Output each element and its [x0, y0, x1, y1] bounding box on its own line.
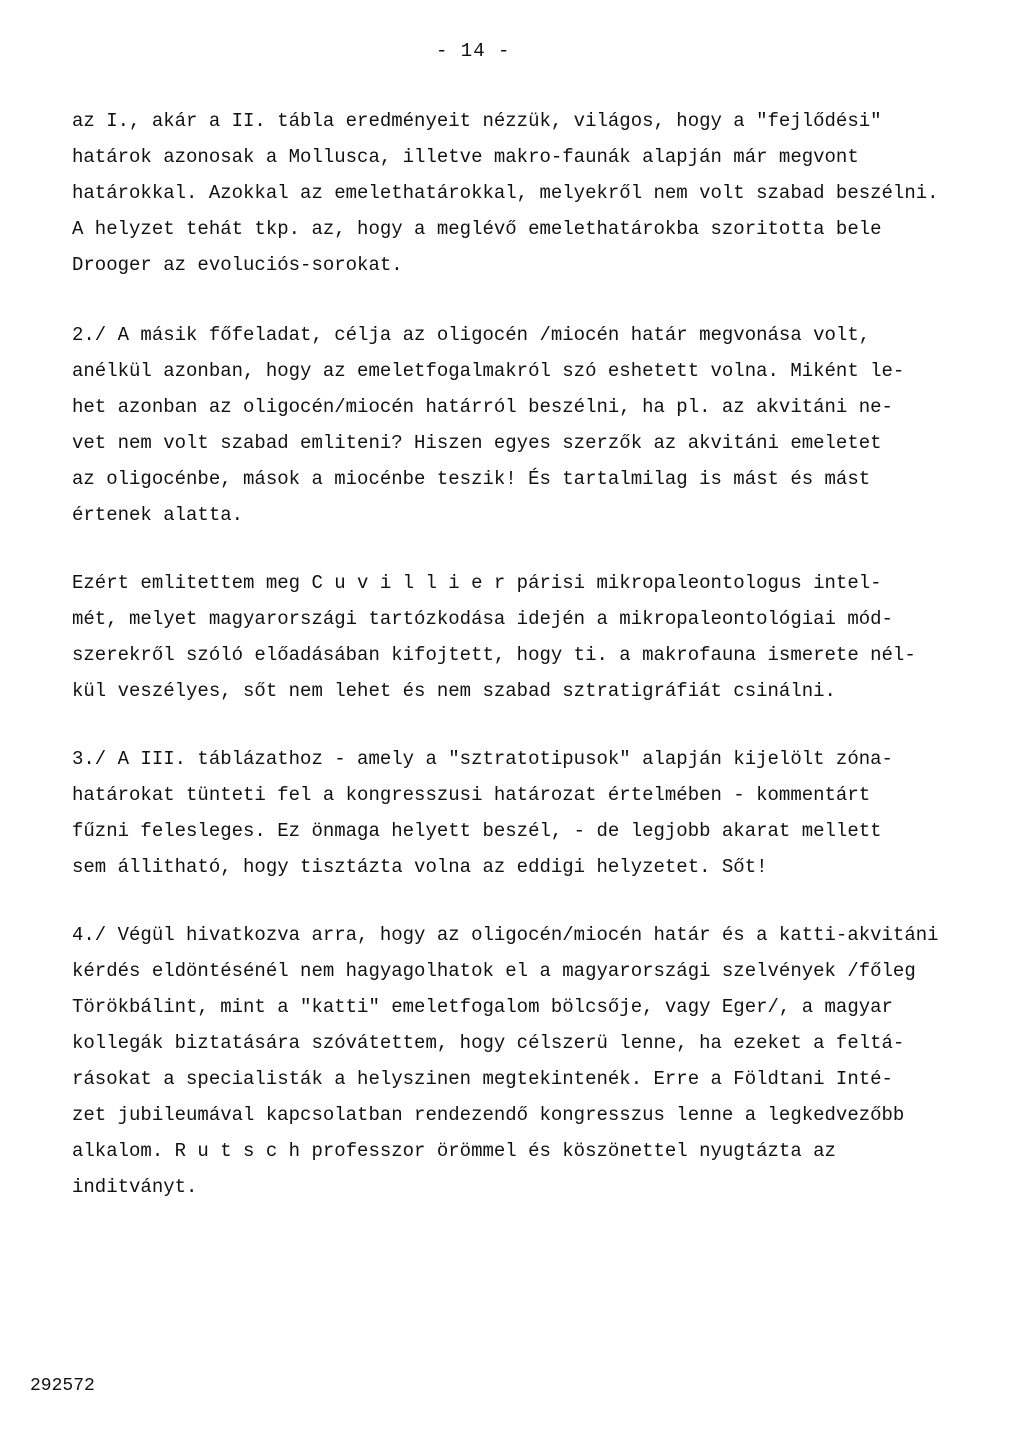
text-line: szerekről szóló előadásában kifojtett, hogy ti. a makrofauna ismerete nél- [72, 644, 916, 666]
text-line: anélkül azonban, hogy az emeletfogalmakról szó eshetett volna. Miként le- [72, 360, 905, 382]
text-line: 2./ A másik főfeladat, célja az oligocén /miocén határ megvonása volt, [72, 324, 871, 346]
paragraph-3 [72, 565, 972, 709]
text-line: az I., akár a II. tábla eredményeit nézzük, világos, hogy a "fejlődési" [72, 110, 882, 132]
text-line: het azonban az oligocén/miocén határról beszélni, ha pl. az akvitáni ne- [72, 396, 893, 418]
text-line: alkalom. R u t s c h professzor örömmel és köszönettel nyugtázta az [72, 1140, 836, 1162]
text-line: határokat tünteti fel a kongresszusi határozat értelmében - kommentárt [72, 784, 871, 806]
text-line: mét, melyet magyarországi tartózkodása idején a mikropaleontológiai mód- [72, 608, 893, 630]
paragraph-4 [72, 741, 972, 885]
text-line: rásokat a specialisták a helyszinen megtekintenék. Erre a Földtani Inté- [72, 1068, 893, 1090]
text-line: értenek alatta. [72, 504, 244, 526]
text-line: vet nem volt szabad emliteni? Hiszen egyes szerzők az akvitáni emeletet [72, 432, 882, 454]
text-line: az oligocénbe, mások a miocénbe teszik! És tartalmilag is mást és mást [72, 468, 871, 490]
text-line: fűzni felesleges. Ez önmaga helyett beszél, - de legjobb akarat mellett [72, 820, 882, 842]
text-line: határok azonosak a Mollusca, illetve makro-faunák alapján már megvont [72, 146, 859, 168]
text-line: 3./ A III. táblázathoz - amely a "sztratotipusok" alapján kijelölt zóna- [72, 748, 893, 770]
archive-number: 292572 [30, 1376, 95, 1396]
paragraph-1 [72, 103, 972, 283]
text-line: határokkal. Azokkal az emelethatárokkal, melyekről nem volt szabad beszélni. [72, 182, 939, 204]
paragraph-2 [72, 317, 972, 533]
text-line: Drooger az evoluciós-sorokat. [72, 254, 403, 276]
page-number: - 14 - [436, 40, 511, 62]
paragraph-5 [72, 917, 972, 1205]
text-line: kollegák biztatására szóvátettem, hogy célszerü lenne, ha ezeket a feltá- [72, 1032, 905, 1054]
text-line: zet jubileumával kapcsolatban rendezendő kongresszus lenne a legkedvezőbb [72, 1104, 905, 1126]
text-line: sem állitható, hogy tisztázta volna az eddigi helyzetet. Sőt! [72, 856, 768, 878]
text-line: A helyzet tehát tkp. az, hogy a meglévő emelethatárokba szoritotta bele [72, 218, 882, 240]
text-line: 4./ Végül hivatkozva arra, hogy az oligocén/miocén határ és a katti-akvitáni [72, 924, 939, 946]
text-line: kül veszélyes, sőt nem lehet és nem szabad sztratigráfiát csinálni. [72, 680, 836, 702]
text-line: kérdés eldöntésénél nem hagyagolhatok el a magyarországi szelvények /főleg [72, 960, 916, 982]
text-line: inditványt. [72, 1176, 198, 1198]
text-line: Ezért emlitettem meg C u v i l l i e r párisi mikropaleontologus intel- [72, 572, 882, 594]
text-line: Törökbálint, mint a "katti" emeletfogalom bölcsője, vagy Eger/, a magyar [72, 996, 893, 1018]
